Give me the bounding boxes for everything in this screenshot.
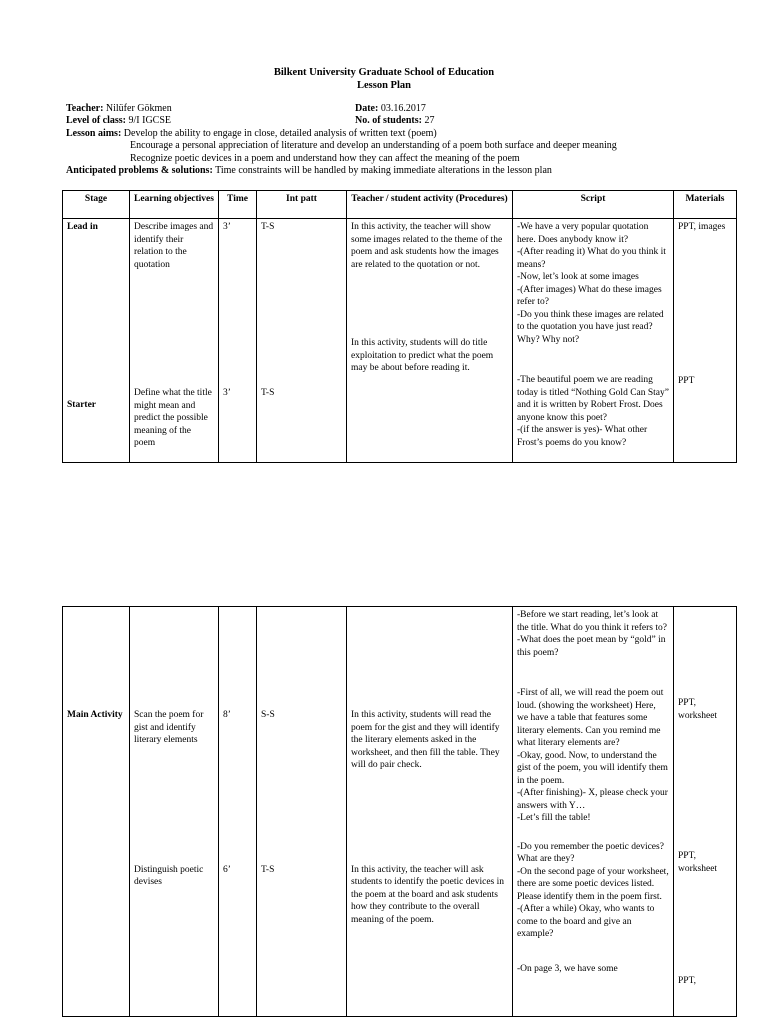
time-lead-in: 3’ xyxy=(223,222,231,232)
date-line xyxy=(355,103,426,115)
materials-starter: PPT xyxy=(678,375,695,386)
lesson-table xyxy=(62,190,737,463)
table-row xyxy=(63,607,737,1017)
table-header-row xyxy=(63,191,737,219)
materials-lead-in: PPT, images xyxy=(678,222,726,232)
objective-scan: Scan the poem for gist and identify literary elements xyxy=(134,710,204,745)
materials-scan: PPT, worksheet xyxy=(678,698,718,721)
script-line: -(After images) What do these images refer to? xyxy=(517,284,662,307)
stage-cell xyxy=(63,219,130,463)
script-line: -The beautiful poem we are reading today is titled “Nothing Gold Can Stay” and it is written by Robert Frost. Does anyone know this poet? xyxy=(517,375,669,423)
students-line xyxy=(355,115,434,127)
date-value: 03.16.2017 xyxy=(380,103,426,114)
script-line: -Before we start reading, let’s look at the title. What do you think it refers to? xyxy=(517,610,667,633)
script-cell xyxy=(513,607,674,1017)
col-materials: Materials xyxy=(674,191,737,219)
stage-lead-in: Lead in xyxy=(67,222,98,232)
problems-label: Anticipated problems & solutions: xyxy=(66,165,213,176)
date-label: Date: xyxy=(355,103,379,114)
activity-distinguish: In this activity, the teacher will ask students to identify the poetic devices in the poem at the board and ask students how they contribute to the overall meaning of the poem. xyxy=(351,864,505,925)
script-line: -(if the answer is yes)- What other Frost’s poems do you know? xyxy=(517,425,648,448)
col-script: Script xyxy=(513,191,674,219)
pattern-scan: S-S xyxy=(261,710,275,720)
institution-title: Bilkent University Graduate School of Education xyxy=(273,67,495,78)
script-line: -Now, let’s look at some images xyxy=(517,272,639,282)
objectives-cell xyxy=(130,219,219,463)
students-value: 27 xyxy=(424,115,435,126)
materials-next: PPT, xyxy=(678,976,697,986)
script-line: -On the second page of your worksheet, there are some poetic devices listed. Please identify them in the poem first. xyxy=(517,866,669,902)
aim-2: Encourage a personal appreciation of literature and develop an understanding of a poem both surface and deeper meaning xyxy=(130,140,617,151)
teacher-label: Teacher: xyxy=(66,103,104,114)
col-time: Time xyxy=(219,191,257,219)
col-activity: Teacher / student activity (Procedures) xyxy=(347,191,513,219)
stage-main-activity: Main Activity xyxy=(67,710,123,720)
objective-distinguish: Distinguish poetic devises xyxy=(134,864,204,887)
pattern-cell xyxy=(257,219,347,463)
time-cell xyxy=(219,219,257,463)
activity-lead-in: In this activity, the teacher will show some images related to the theme of the poem and ask students how the images are related to the quotation or not. xyxy=(351,222,503,270)
col-pattern: Int patt xyxy=(257,191,347,219)
aims-line xyxy=(66,128,437,140)
script-line: -(After a while) Okay, who wants to come to the board and give an example? xyxy=(517,904,655,939)
pattern-starter: T-S xyxy=(261,387,275,398)
stage-cell xyxy=(63,607,130,1017)
activity-starter: In this activity, students will do title exploitation to predict what the poem may be about before reading it. xyxy=(351,338,494,373)
script-line: -Do you remember the poetic devices? What are they? xyxy=(517,841,664,864)
teacher-line xyxy=(66,103,172,115)
script-cell xyxy=(513,219,674,463)
class-value: 9/I IGCSE xyxy=(128,115,171,126)
activity-cell xyxy=(347,607,513,1017)
time-starter: 3’ xyxy=(223,387,231,398)
class-line xyxy=(66,115,171,127)
script-line: -On page 3, we have some xyxy=(517,963,618,974)
problems-line xyxy=(66,165,552,177)
col-objectives: Learning objectives xyxy=(130,191,219,219)
script-line: -Okay, good. Now, to understand the gist of the poem, you will identify them in the poem. xyxy=(517,750,668,786)
lesson-table-continued xyxy=(62,606,737,1017)
objectives-cell xyxy=(130,607,219,1017)
col-stage: Stage xyxy=(63,191,130,219)
pattern-cell xyxy=(257,607,347,1017)
table-row xyxy=(63,219,737,463)
aim-3: Recognize poetic devices in a poem and understand how they can affect the meaning of the poem xyxy=(130,153,520,164)
problems-value: Time constraints will be handled by making immediate alterations in the lesson plan xyxy=(215,165,552,176)
students-label: No. of students: xyxy=(355,115,422,126)
script-line: -We have a very popular quotation here. Does anybody know it? xyxy=(517,222,649,245)
time-cell xyxy=(219,607,257,1017)
objective-lead-in: Describe images and identify their relation to the quotation xyxy=(134,222,214,270)
materials-distinguish: PPT, worksheet xyxy=(678,851,718,874)
aims-label: Lesson aims: xyxy=(66,128,122,139)
objective-starter: Define what the title might mean and predict the possible meaning of the poem xyxy=(134,388,212,448)
document-title: Lesson Plan xyxy=(357,80,411,91)
activity-cell xyxy=(347,219,513,463)
stage-starter: Starter xyxy=(67,399,97,410)
script-line: -(After reading it) What do you think it means? xyxy=(517,247,666,270)
activity-scan: In this activity, students will read the poem for the gist and they will identify the literary elements asked in the worksheet, and then fill the table. They will do pair check. xyxy=(351,710,500,770)
pattern-lead-in: T-S xyxy=(261,222,275,232)
script-line: -What does the poet mean by “gold” in this poem? xyxy=(517,635,666,658)
script-line: -First of all, we will read the poem out loud. (showing the worksheet) Here, we have a table that features some literary elements. Can you remind me what literary elements are? xyxy=(517,688,664,748)
materials-cell xyxy=(674,607,737,1017)
script-line: -Do you think these images are related to the quotation you have just read? Why? Why not? xyxy=(517,309,664,345)
class-label: Level of class: xyxy=(66,115,126,126)
time-scan: 8’ xyxy=(223,710,231,720)
script-line: -Let’s fill the table! xyxy=(517,813,591,823)
aim-1: Develop the ability to engage in close, detailed analysis of written text (poem) xyxy=(123,128,437,139)
script-line: -(After finishing)- X, please check your answers with Y… xyxy=(517,788,668,811)
teacher-name: Nilüfer Gökmen xyxy=(105,103,172,114)
time-distinguish: 6’ xyxy=(223,864,231,875)
pattern-distinguish: T-S xyxy=(261,864,275,875)
materials-cell xyxy=(674,219,737,463)
